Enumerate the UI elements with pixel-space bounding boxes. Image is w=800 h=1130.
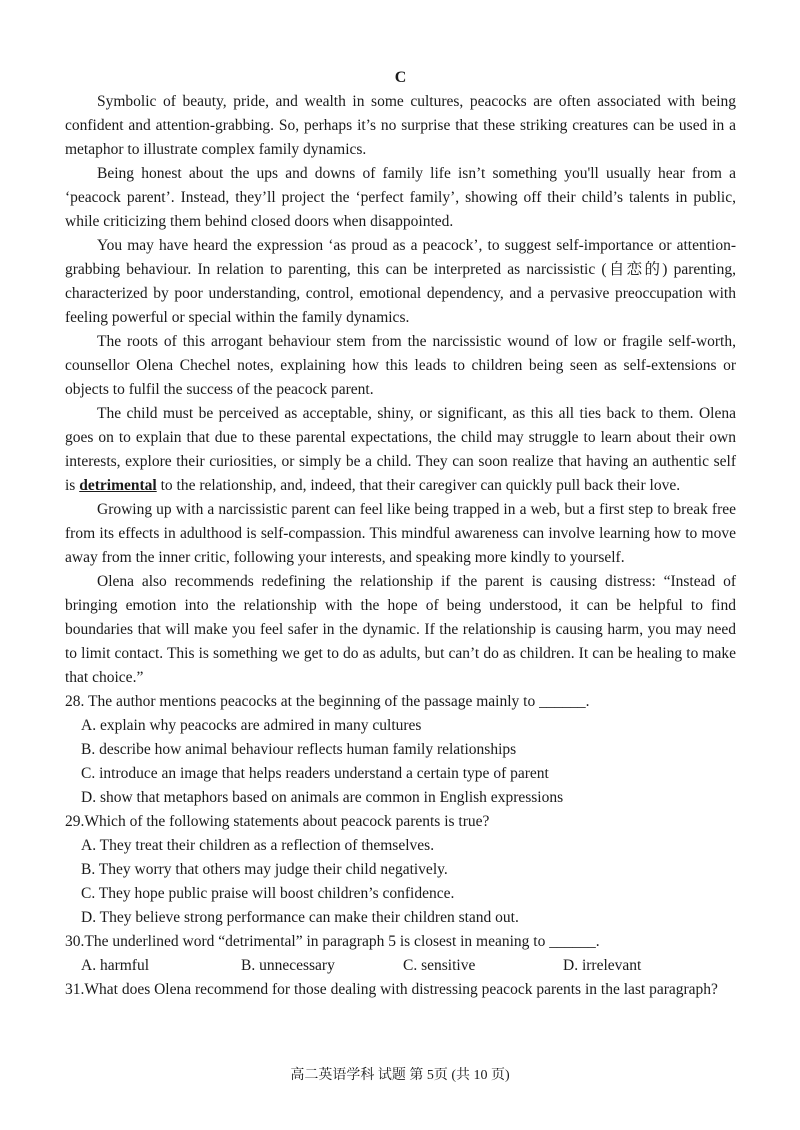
question-28-option-c: C. introduce an image that helps readers understand a certain type of parent (81, 765, 549, 782)
question-28-stem: 28. The author mentions peacocks at the beginning of the passage mainly to ______. (65, 693, 590, 710)
question-30-option-b: B. unnecessary (241, 957, 335, 974)
paragraph-5 (65, 402, 736, 498)
question-30-option-a: A. harmful (81, 957, 150, 974)
question-29-stem: 29.Which of the following statements about peacock parents is true? (65, 813, 490, 830)
question-31-stem: 31.What does Olena recommend for those dealing with distressing peacock parents in the last paragraph? (65, 981, 718, 998)
question-30-option-d: D. irrelevant (563, 957, 642, 974)
question-30-option-c: C. sensitive (403, 957, 476, 974)
question-29-option-d: D. They believe strong performance can make their children stand out. (81, 909, 519, 926)
underlined-word: detrimental (79, 477, 157, 494)
paragraph-6: Growing up with a narcissistic parent can feel like being trapped in a web, but a first step to break free from its effects in adulthood is self-compassion. This mindful awareness can involve learning how to move away from the inner critic, following your interests, and speaking more kindly to yourself. (65, 501, 736, 566)
question-30-options (65, 954, 736, 978)
question-29-option-b: B. They worry that others may judge their child negatively. (81, 861, 448, 878)
question-28-option-b: B. describe how animal behaviour reflects human family relationships (81, 741, 517, 758)
page-footer: 高二英语学科 试题 第 5页 (共 10 页) (290, 1068, 510, 1083)
question-28-option-a: A. explain why peacocks are admired in many cultures (81, 717, 422, 734)
paragraph-5-before: The child must be perceived as acceptable, shiny, or significant, as this all ties back to them. Olena goes on to explain that due to these parental expectations, the child may struggle to learn about their own interests, explore their curiosities, or simply be a child. They can soon realize that having an authentic self is (65, 405, 736, 494)
paragraph-3: You may have heard the expression ‘as proud as a peacock’, to suggest self-importance or attention-grabbing behaviour. In relation to parenting, this can be interpreted as narcissistic (自恋的) parenting, characterized by poor understanding, control, emotional dependency, and a pervasive preoccupation with feeling powerful or special within the family dynamics. (65, 237, 736, 326)
paragraph-7: Olena also recommends redefining the relationship if the parent is causing distress: “Instead of bringing emotion into the relationship with the hope of being understood, it can be helpful to find boundaries that will make you feel safer in the dynamic. If the relationship is causing harm, you may need to limit contact. This is something we get to do as adults, but can’t do as children. It can be healing to make that choice.” (65, 573, 736, 686)
section-title: C (394, 69, 407, 86)
paragraph-4: The roots of this arrogant behaviour stem from the narcissistic wound of low or fragile self-worth, counsellor Olena Chechel notes, explaining how this leads to children being seen as self-extensions or objects to fulfil the success of the peacock parent. (65, 333, 736, 398)
question-29-option-c: C. They hope public praise will boost children’s confidence. (81, 885, 455, 902)
paragraph-2: Being honest about the ups and downs of family life isn’t something you'll usually hear from a ‘peacock parent’. Instead, they’ll project the ‘perfect family’, showing off their child’s talents in public, while criticizing them behind closed doors when disappointed. (65, 165, 736, 230)
question-28-option-d: D. show that metaphors based on animals are common in English expressions (81, 789, 564, 806)
question-29-option-a: A. They treat their children as a reflection of themselves. (81, 837, 435, 854)
paragraph-1: Symbolic of beauty, pride, and wealth in some cultures, peacocks are often associated with being confident and attention-grabbing. So, perhaps it’s no surprise that these striking creatures can be used in a metaphor to illustrate complex family dynamics. (65, 93, 736, 158)
exam-page (65, 66, 736, 1002)
paragraph-5-after: to the relationship, and, indeed, that their caregiver can quickly pull back their love. (156, 477, 681, 494)
question-30-stem: 30.The underlined word “detrimental” in paragraph 5 is closest in meaning to ______. (65, 933, 600, 950)
